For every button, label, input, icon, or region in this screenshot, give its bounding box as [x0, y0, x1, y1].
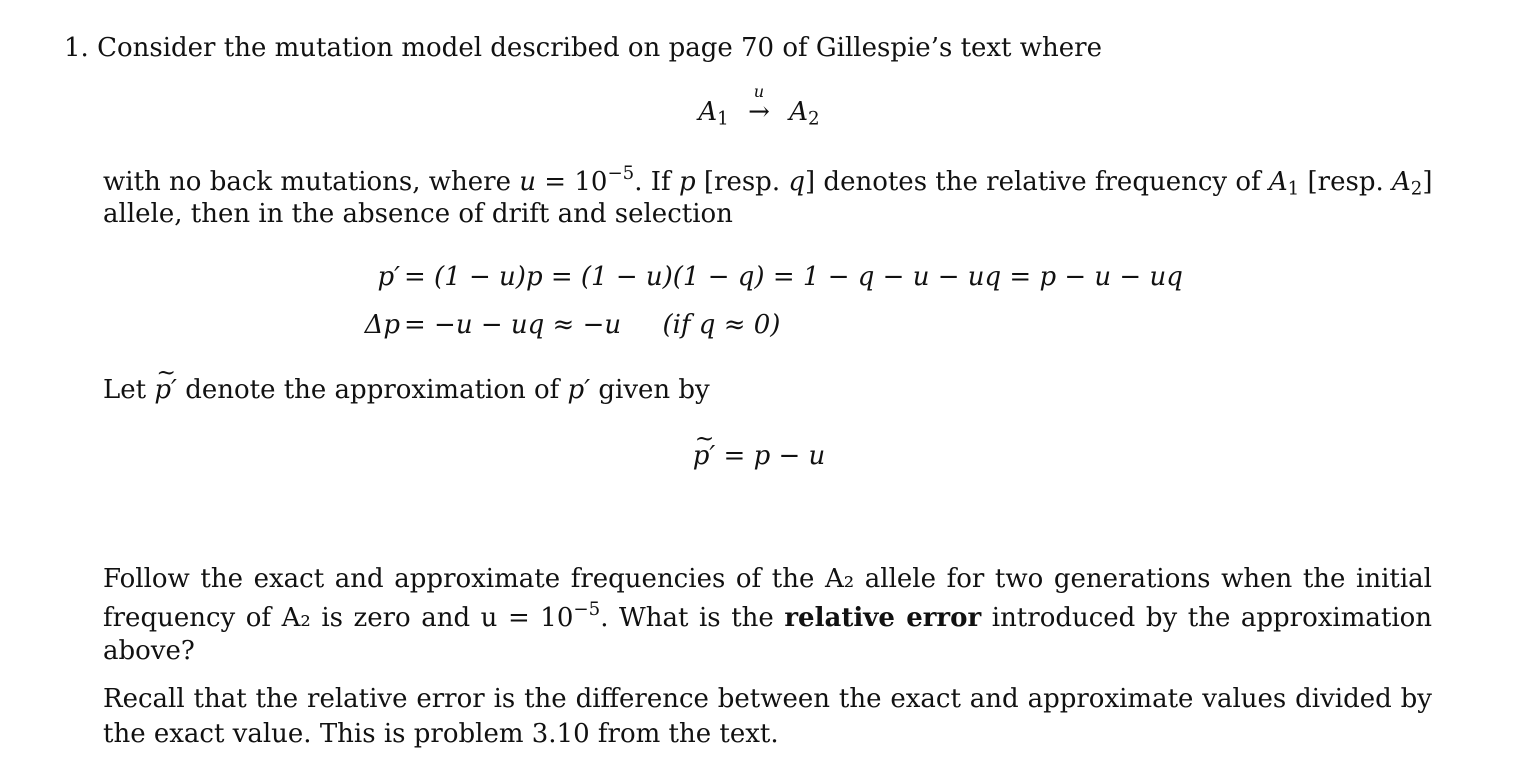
follow-line3: above? — [103, 636, 195, 666]
approx-lhs: ~ p′ — [693, 440, 716, 473]
eq1-lhs: p′ — [377, 262, 400, 292]
eq2-lhs: Δp — [364, 310, 400, 340]
var-A2-sub: 2 — [1410, 178, 1423, 200]
var-p: p — [678, 166, 696, 197]
para1-text-d: [resp. — [703, 166, 781, 197]
reaction-left: A — [698, 97, 718, 127]
var-A1-sub: 1 — [1287, 178, 1300, 200]
var-p-prime: p′ — [567, 375, 591, 405]
let-text-b: denote the approximation of — [185, 375, 560, 405]
problem-number: 1. — [64, 33, 89, 63]
approx-equation — [0, 440, 1518, 473]
eq2-rhs: = −u − uq ≈ −u (if q ≈ 0) — [404, 310, 781, 340]
let-text-c: given by — [598, 375, 710, 405]
approx-rhs: = p − u — [723, 441, 826, 471]
para1-line2: allele, then in the absence of drift and selection — [103, 199, 733, 229]
recall-line1: Recall that the relative error is the difference between the exact and approximate values divided by — [103, 684, 1432, 714]
var-A1: A — [1268, 166, 1288, 197]
para1-text-f: [resp. — [1307, 166, 1384, 197]
var-A2: A — [1392, 166, 1411, 197]
para1-exponent: −5 — [607, 163, 635, 184]
problem-intro-line — [64, 32, 1102, 65]
relative-error-bold: relative error — [784, 602, 982, 633]
var-u: u — [519, 166, 537, 197]
para1-text-c: . If — [634, 166, 671, 197]
follow-text-a: frequency of A₂ is zero and u = 10 — [103, 602, 574, 633]
follow-line2 — [103, 599, 1432, 634]
let-line — [103, 374, 710, 407]
follow-text-b: . What is the — [600, 602, 774, 633]
reaction-right-sub: 2 — [808, 108, 820, 130]
follow-line1: Follow the exact and approximate frequencies of the A₂ allele for two generations when the initial — [103, 564, 1432, 594]
var-q: q — [788, 166, 806, 197]
reaction-right: A — [789, 97, 809, 127]
para1-line1: with no back mutations, where $u = 10^{-5}$. If p [resp. q] denotes the relative frequency of $A_1$ [resp. $A_2$] — [103, 163, 1433, 200]
eq1-rhs: = (1 − u)p = (1 − u)(1 − q) = 1 − q − u − uq = p − u − uq — [404, 262, 1183, 292]
arrow-label: u — [753, 82, 765, 101]
follow-text-c: introduced by the approximation — [991, 602, 1433, 633]
problem-intro: Consider the mutation model described on page 70 of Gillespie’s text where — [97, 33, 1102, 63]
recall-line2: the exact value. This is problem 3.10 from the text. — [103, 719, 779, 749]
mutation-arrow-icon: u → — [737, 96, 781, 129]
reaction-left-sub: 1 — [717, 108, 729, 130]
let-text-a: Let — [103, 375, 147, 405]
para1-text-b: = 10 — [544, 166, 608, 197]
p-tilde-prime: ~ p′ — [154, 374, 177, 407]
follow-exponent: −5 — [573, 599, 601, 620]
para1-text-a: with no back mutations, where — [103, 166, 512, 197]
para1-text-e: ] denotes the relative frequency of — [805, 166, 1261, 197]
reaction-equation — [0, 82, 1518, 131]
